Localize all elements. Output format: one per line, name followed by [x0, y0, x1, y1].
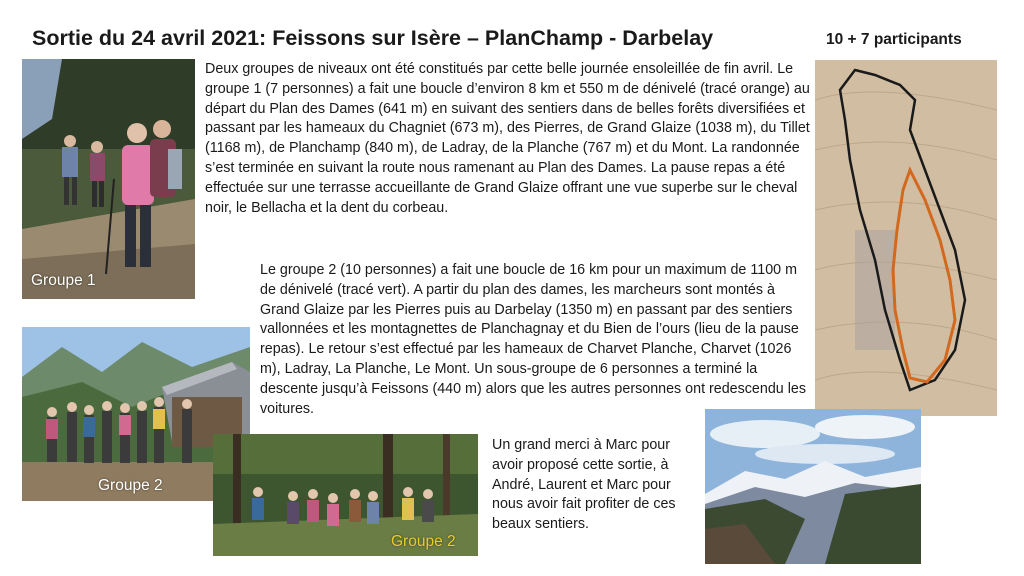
participants-count: 10 + 7 participants: [826, 31, 962, 48]
caption-group-1: Groupe 1: [31, 272, 96, 289]
photo-group-1: [22, 59, 195, 299]
landscape-photo: [705, 409, 921, 564]
paragraph-group-2: Le groupe 2 (10 personnes) a fait une boucle de 16 km pour un maximum de 1100 m de dénivelé (tracé vert). A partir du plan des dames, les marcheurs sont montés à Grand Glaize par les Pierres puis au Darbelay (1350 m) en passant par des sentiers vallonnées et les montagnettes de Planchagnay et du Bien de l’ours (lieu de la pause repas). Le retour s’est effectué par les hameaux de Charvet Planche, Charvet (1026 m), Ladray, La Planche, Le Mont. Un sous-groupe de 6 personnes a terminé la descente jusqu’à Feissons (440 m) alors que les autres personnes ont redescendu les voitures.: [260, 262, 806, 417]
page-title: Sortie du 24 avril 2021: Feissons sur Isère – PlanChamp - Darbelay: [32, 26, 714, 50]
thanks-paragraph: Un grand merci à Marc pour avoir proposé cette sortie, à André, Laurent et Marc pour nous avoir fait profiter de ces beaux sentiers.: [492, 437, 676, 533]
paragraph-group-1: Deux groupes de niveaux ont été constitués par cette belle journée ensoleillée de fin avril. Le groupe 1 (7 personnes) a fait une boucle d’environ 8 km et 550 m de dénivelé (tracé orange) au départ du Plan des Dames (641 m) en suivant des sentiers dans de belles forêts diversifiées et passant par les hameaux du Chagniet (673 m), des Pierres, de Grand Glaize (1038 m), du Tillet (1168 m), de Planchamp (840 m), de Ladray, de la Planche (767 m) et du Mont. La randonnée s’est terminée en suivant la route nous ramenant au Plan des Dames. La pause repas a été effectuée sur une terrasse accueillante de Grand Glaize offrant une vue superbe sur le cheval noir, le Bellacha et la dent du corbeau.: [205, 61, 810, 216]
caption-group-2-a: Groupe 2: [98, 477, 163, 494]
caption-group-2-b: Groupe 2: [391, 533, 456, 550]
route-map: [815, 60, 997, 416]
photo-group-2-forest: [213, 434, 478, 556]
